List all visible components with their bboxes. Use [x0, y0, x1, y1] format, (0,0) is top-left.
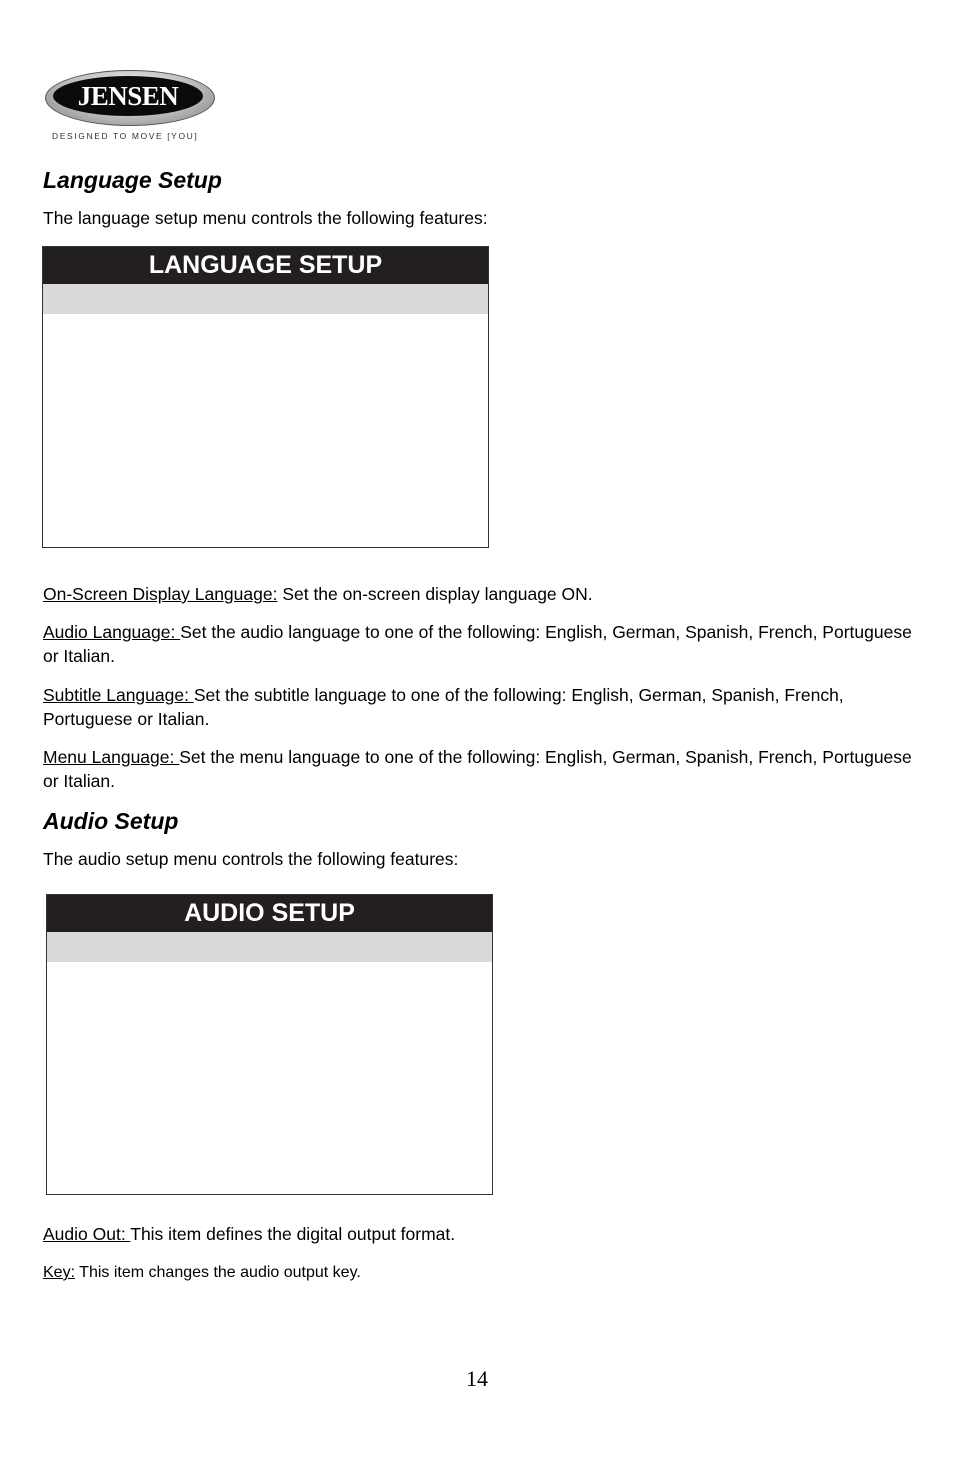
audio-language-item [43, 620, 923, 668]
subtitle-language-text: Set the subtitle language to one of the following: English, German, Spanish, French, Portuguese or Italian. [43, 685, 844, 729]
logo-tagline: DESIGNED TO MOVE [YOU] [52, 131, 199, 141]
key-item [43, 1261, 923, 1285]
audio-setup-highlight-row [47, 932, 492, 962]
audio-setup-intro: The audio setup menu controls the following features: [43, 849, 459, 869]
language-setup-heading: Language Setup [43, 167, 222, 193]
subtitle-language-term: Subtitle Language: [43, 685, 194, 705]
menu-language-item [43, 745, 923, 793]
key-term: Key: [43, 1264, 76, 1281]
osd-language-text: Set the on-screen display language ON. [277, 584, 593, 604]
page-number: 14 [466, 1366, 488, 1391]
audio-setup-screen-title: AUDIO SETUP [47, 895, 492, 932]
language-setup-intro: The language setup menu controls the following features: [43, 208, 488, 228]
audio-setup-heading: Audio Setup [43, 808, 179, 834]
subtitle-language-item [43, 683, 923, 731]
audio-setup-screen [46, 894, 493, 1195]
audio-out-text: This item defines the digital output format. [130, 1224, 456, 1244]
language-setup-screen-title: LANGUAGE SETUP [43, 247, 488, 284]
menu-language-term: Menu Language: [43, 747, 180, 767]
osd-language-item [43, 582, 923, 606]
audio-language-term: Audio Language: [43, 622, 181, 642]
audio-out-term: Audio Out: [43, 1224, 131, 1244]
audio-language-text: Set the audio language to one of the following: English, German, Spanish, French, Portuguese or Italian. [43, 622, 912, 666]
key-text: This item changes the audio output key. [75, 1264, 361, 1281]
logo-brand: JENSEN [77, 81, 179, 111]
menu-language-text: Set the menu language to one of the following: English, German, Spanish, French, Portuguese or Italian. [43, 747, 912, 791]
audio-out-item [43, 1222, 923, 1246]
osd-language-term: On-Screen Display Language: [43, 584, 278, 604]
jensen-logo [43, 68, 218, 146]
language-setup-highlight-row [43, 284, 488, 314]
language-setup-screen [42, 246, 489, 548]
